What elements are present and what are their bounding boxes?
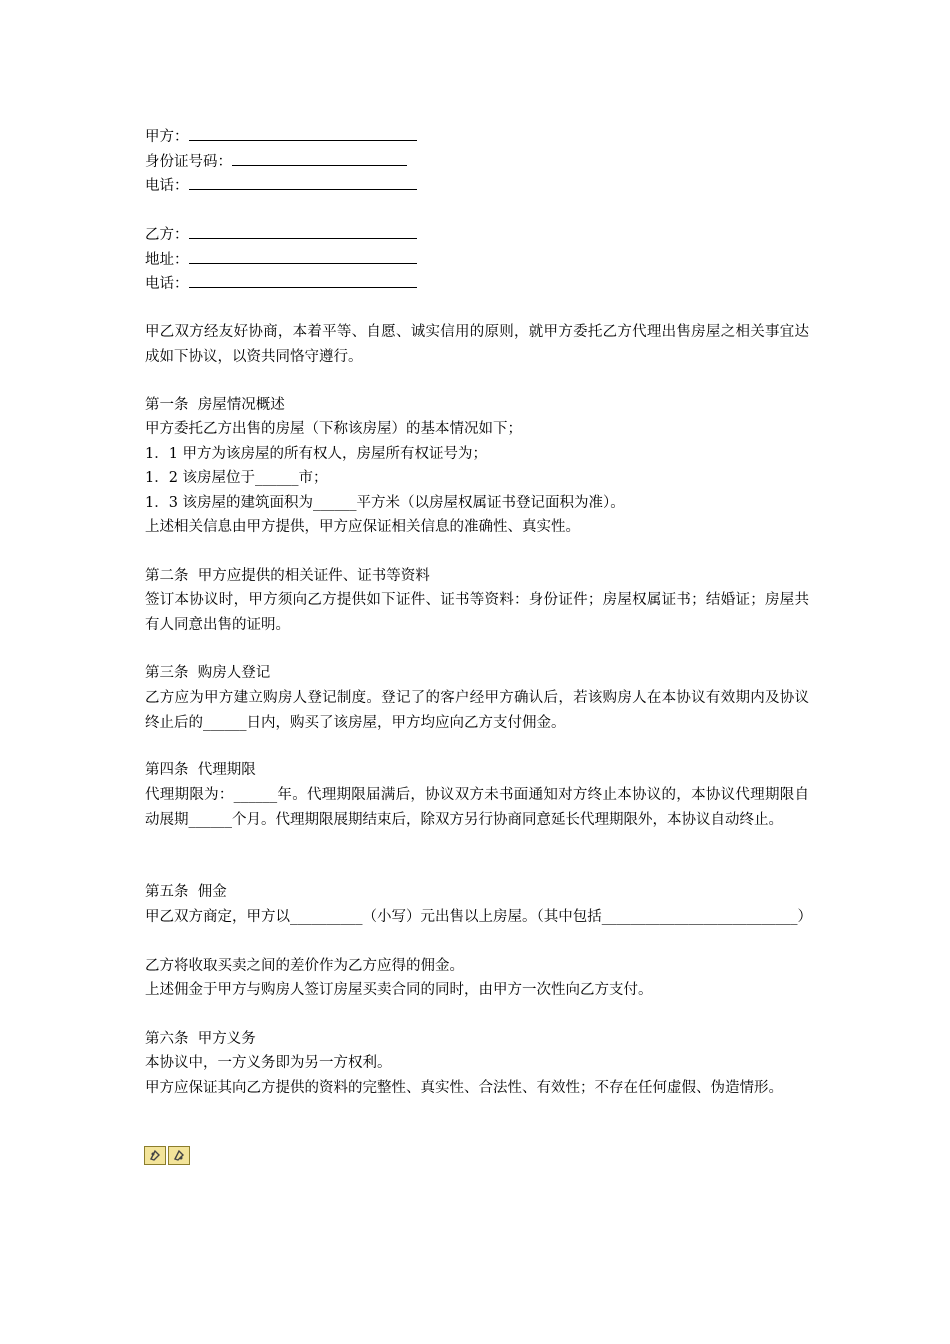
party-b-phone-label: 电话： — [145, 276, 189, 292]
party-a-phone-line — [145, 174, 417, 198]
article6-body: 甲方应保证其向乙方提供的资料的完整性、真实性、合法性、有效性；不存在任何虚假、伪造情形。 — [145, 1080, 783, 1096]
article5-body: 甲乙双方商定，甲方以__________（小写）元出售以上房屋。（其中包括___________________________） — [145, 909, 812, 925]
party-b-address-line — [145, 248, 417, 272]
party-b-address-blank — [189, 249, 417, 264]
page-nav-icon-glyph — [172, 1149, 186, 1162]
party-b-name-label: 乙方： — [145, 227, 189, 243]
article1-line: 1．3 该房屋的建筑面积为______平方米（以房屋权属证书登记面积为准）。 — [145, 495, 625, 511]
page-nav-icon-glyph — [148, 1149, 162, 1162]
article2-body: 签订本协议时，甲方须向乙方提供如下证件、证书等资料：身份证件；房屋权属证书；结婚证；房屋共有人同意出售的证明。 — [145, 592, 809, 633]
article5-title: 第五条 佣金 — [145, 884, 227, 900]
article6-line: 本协议中，一方义务即为另一方权利。 — [145, 1055, 392, 1071]
article5-line: 上述佣金于甲方与购房人签订房屋买卖合同的同时，由甲方一次性向乙方支付。 — [145, 982, 653, 998]
party-a-name-label: 甲方： — [145, 129, 189, 145]
article6-title: 第六条 甲方义务 — [145, 1031, 256, 1047]
intro-paragraph: 甲乙双方经友好协商，本着平等、自愿、诚实信用的原则，就甲方委托乙方代理出售房屋之相关事宜达成如下协议，以资共同恪守遵行。 — [145, 324, 809, 365]
article1-title: 第一条 房屋情况概述 — [145, 397, 285, 413]
article1-line: 1．1 甲方为该房屋的所有权人，房屋所有权证号为； — [145, 446, 488, 462]
party-b-address-label: 地址： — [145, 252, 189, 268]
party-a-phone-label: 电话： — [145, 178, 189, 194]
page-nav-icon[interactable] — [144, 1146, 166, 1165]
page-nav-icons — [144, 1146, 192, 1165]
party-b-phone-blank — [189, 273, 417, 288]
article4-body: 代理期限为：______年。代理期限届满后，协议双方未书面通知对方终止本协议的，本协议代理期限自动展期______个月。代理期限展期结束后，除双方另行协商同意延长代理期限外，本协议自动终止。 — [145, 787, 809, 828]
party-b-name-line — [145, 223, 417, 247]
party-a-name-blank — [189, 126, 417, 141]
party-a-id-line — [145, 150, 407, 174]
party-b-name-blank — [189, 224, 417, 239]
article2-title: 第二条 甲方应提供的相关证件、证书等资料 — [145, 568, 430, 584]
article3-body: 乙方应为甲方建立购房人登记制度。登记了的客户经甲方确认后，若该购房人在本协议有效期内及协议终止后的______日内，购买了该房屋，甲方均应向乙方支付佣金。 — [145, 690, 809, 731]
party-a-phone-blank — [189, 175, 417, 190]
page-nav-icon[interactable] — [168, 1146, 190, 1165]
article5-line: 乙方将收取买卖之间的差价作为乙方应得的佣金。 — [145, 958, 464, 974]
party-b-phone-line — [145, 272, 417, 296]
article4-title: 第四条 代理期限 — [145, 762, 256, 778]
article1-line: 甲方委托乙方出售的房屋（下称该房屋）的基本情况如下； — [145, 421, 522, 437]
article1-line: 上述相关信息由甲方提供，甲方应保证相关信息的准确性、真实性。 — [145, 519, 580, 535]
party-a-id-label: 身份证号码： — [145, 154, 232, 170]
party-a-id-blank — [232, 151, 407, 166]
article3-title: 第三条 购房人登记 — [145, 665, 271, 681]
party-a-name-line — [145, 125, 417, 149]
article1-line: 1．2 该房屋位于______市； — [145, 470, 328, 486]
